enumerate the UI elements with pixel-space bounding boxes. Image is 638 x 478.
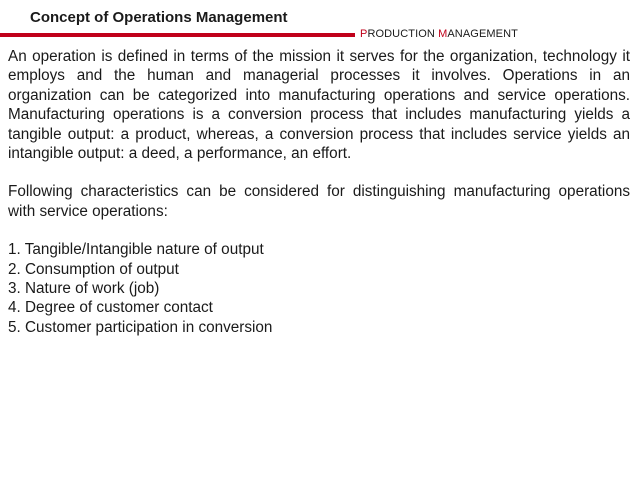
list-item: 1. Tangible/Intangible nature of output <box>8 241 264 259</box>
list-item: 5. Customer participation in conversion <box>8 318 273 336</box>
list-item: 2. Consumption of output <box>8 260 179 278</box>
course-label-word1-rest: RODUCTION <box>367 28 435 40</box>
characteristics-intro-paragraph: Following characteristics can be considered for distinguishing manufacturing operations with service operations: <box>8 183 630 220</box>
slide-body <box>8 47 630 337</box>
list-item: 4. Degree of customer contact <box>8 299 213 317</box>
course-label-initial-p: P <box>360 28 368 40</box>
course-label-initial-m: M <box>438 28 448 40</box>
slide-title: Concept of Operations Management <box>30 9 288 26</box>
course-label-word2-rest: ANAGEMENT <box>447 28 518 40</box>
course-label <box>360 28 518 40</box>
list-item: 3. Nature of work (job) <box>8 280 160 298</box>
title-underline-bar <box>0 33 355 37</box>
characteristics-list <box>8 240 630 337</box>
definition-paragraph: An operation is defined in terms of the mission it serves for the organization, technology it employs and the human and managerial processes it involves. Operations in an organization can be categorized into manufacturing operations and service operations. Manufacturing operations is a conversion process that includes manufacturing yields a tangible output: a product, whereas, a conversion process that includes service yields an intangible output: a deed, a performance, an effort. <box>8 48 630 163</box>
